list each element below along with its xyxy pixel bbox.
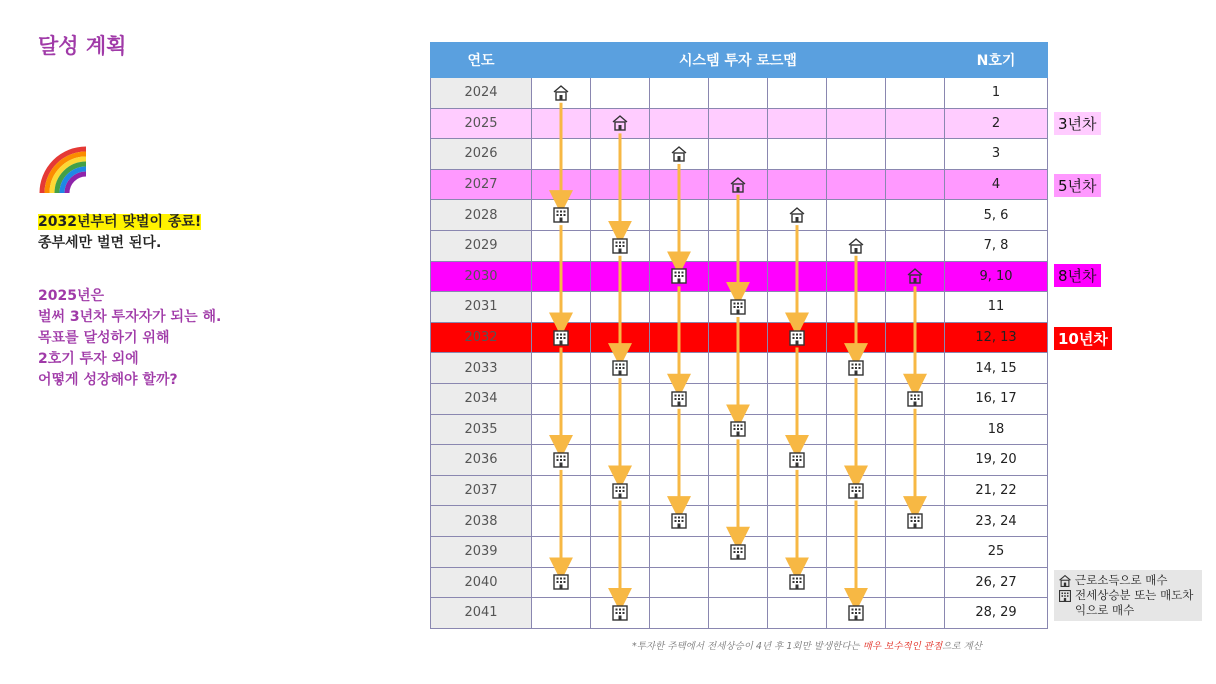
roadmap-cell xyxy=(709,567,768,598)
house-icon xyxy=(1058,574,1072,588)
headline xyxy=(38,212,201,254)
roadmap-cell xyxy=(591,169,650,200)
building-icon xyxy=(788,329,806,347)
table-row xyxy=(431,139,1048,170)
n-cell: 16, 17 xyxy=(945,383,1048,414)
roadmap-table xyxy=(430,42,1048,629)
roadmap-cell xyxy=(591,475,650,506)
roadmap-cell xyxy=(768,261,827,292)
roadmap-cell xyxy=(650,139,709,170)
roadmap-cell xyxy=(650,261,709,292)
year-cell: 2035 xyxy=(431,414,532,445)
roadmap-cell xyxy=(886,414,945,445)
house-icon xyxy=(847,237,865,255)
roadmap-cell xyxy=(827,108,886,139)
year-cell: 2032 xyxy=(431,322,532,353)
building-icon xyxy=(670,512,688,530)
legend-house xyxy=(1058,573,1198,588)
roadmap-cell xyxy=(886,261,945,292)
table-row xyxy=(431,261,1048,292)
year-cell: 2028 xyxy=(431,200,532,231)
roadmap-cell xyxy=(591,230,650,261)
year-cell: 2041 xyxy=(431,598,532,629)
roadmap-cell xyxy=(709,139,768,170)
roadmap-cell xyxy=(591,506,650,537)
roadmap-cell xyxy=(709,353,768,384)
legend xyxy=(1054,570,1202,621)
roadmap-cell xyxy=(886,445,945,476)
building-icon xyxy=(788,573,806,591)
building-icon xyxy=(670,390,688,408)
page-title: 달성 계획 xyxy=(38,34,127,58)
roadmap-cell xyxy=(591,292,650,323)
roadmap-cell xyxy=(886,230,945,261)
tag-10th-year: 10년차 xyxy=(1054,327,1112,350)
table-row xyxy=(431,200,1048,231)
roadmap-cell xyxy=(768,322,827,353)
table-row xyxy=(431,445,1048,476)
table-row xyxy=(431,536,1048,567)
roadmap-cell xyxy=(709,598,768,629)
n-cell: 5, 6 xyxy=(945,200,1048,231)
roadmap-cell xyxy=(591,445,650,476)
n-cell: 25 xyxy=(945,536,1048,567)
roadmap-cell xyxy=(827,322,886,353)
building-icon xyxy=(670,267,688,285)
table-row xyxy=(431,169,1048,200)
roadmap-cell xyxy=(827,292,886,323)
year-cell: 2025 xyxy=(431,108,532,139)
building-icon xyxy=(847,604,865,622)
roadmap-cell xyxy=(532,78,591,109)
building-icon xyxy=(729,420,747,438)
footnote-b: 으로 계산 xyxy=(942,641,982,652)
roadmap-cell xyxy=(532,445,591,476)
n-cell: 4 xyxy=(945,169,1048,200)
roadmap-cell xyxy=(532,108,591,139)
building-icon xyxy=(552,206,570,224)
building-icon xyxy=(729,298,747,316)
roadmap-cell xyxy=(886,353,945,384)
roadmap-cell xyxy=(886,475,945,506)
roadmap-cell xyxy=(532,322,591,353)
roadmap-cell xyxy=(886,78,945,109)
roadmap-cell xyxy=(709,78,768,109)
year-cell: 2033 xyxy=(431,353,532,384)
table-row xyxy=(431,108,1048,139)
roadmap-cell xyxy=(532,169,591,200)
roadmap-cell xyxy=(650,353,709,384)
roadmap-cell xyxy=(650,383,709,414)
roadmap-cell xyxy=(886,108,945,139)
roadmap-cell xyxy=(709,475,768,506)
roadmap-cell xyxy=(709,108,768,139)
roadmap-cell xyxy=(827,78,886,109)
house-icon xyxy=(670,145,688,163)
roadmap-cell xyxy=(650,108,709,139)
n-cell: 2 xyxy=(945,108,1048,139)
year-cell: 2029 xyxy=(431,230,532,261)
year-cell: 2030 xyxy=(431,261,532,292)
roadmap-cell xyxy=(827,353,886,384)
roadmap-cell xyxy=(827,261,886,292)
year-cell: 2026 xyxy=(431,139,532,170)
roadmap-cell xyxy=(768,78,827,109)
table-row xyxy=(431,475,1048,506)
question-text: 2025년은 벌써 3년차 투자자가 되는 해. 목표를 달성하기 위해 2호기 투자 외에 어떻게 성장해야 할까? xyxy=(38,288,222,388)
building-icon xyxy=(552,573,570,591)
roadmap-cell xyxy=(886,598,945,629)
house-icon xyxy=(906,267,924,285)
roadmap-cell xyxy=(709,536,768,567)
tag-3rd-year: 3년차 xyxy=(1054,112,1101,135)
roadmap-cell xyxy=(650,322,709,353)
n-cell: 21, 22 xyxy=(945,475,1048,506)
n-cell: 23, 24 xyxy=(945,506,1048,537)
headline-rest: 종부세만 벌면 된다. xyxy=(38,235,162,251)
roadmap-cell xyxy=(591,322,650,353)
table-row xyxy=(431,353,1048,384)
roadmap-cell xyxy=(827,567,886,598)
header-n: N호기 xyxy=(945,43,1048,78)
roadmap-cell xyxy=(650,230,709,261)
building-icon xyxy=(847,359,865,377)
house-icon xyxy=(611,114,629,132)
roadmap-cell xyxy=(650,78,709,109)
roadmap-cell xyxy=(768,383,827,414)
table-row xyxy=(431,567,1048,598)
year-cell: 2036 xyxy=(431,445,532,476)
table-row xyxy=(431,414,1048,445)
building-icon xyxy=(1058,589,1072,603)
header-year: 연도 xyxy=(431,43,532,78)
roadmap-cell xyxy=(532,230,591,261)
year-cell: 2037 xyxy=(431,475,532,506)
roadmap-cell xyxy=(768,536,827,567)
roadmap-cell xyxy=(591,567,650,598)
n-cell: 12, 13 xyxy=(945,322,1048,353)
roadmap-cell xyxy=(768,506,827,537)
n-cell: 14, 15 xyxy=(945,353,1048,384)
building-icon xyxy=(788,451,806,469)
roadmap-cell xyxy=(886,567,945,598)
n-cell: 18 xyxy=(945,414,1048,445)
roadmap-cell xyxy=(650,536,709,567)
roadmap-cell xyxy=(886,506,945,537)
n-cell: 26, 27 xyxy=(945,567,1048,598)
building-icon xyxy=(906,390,924,408)
table-row xyxy=(431,230,1048,261)
roadmap-cell xyxy=(591,536,650,567)
roadmap-cell xyxy=(768,139,827,170)
roadmap-cell xyxy=(768,108,827,139)
header-roadmap: 시스템 투자 로드맵 xyxy=(532,43,945,78)
roadmap-cell xyxy=(768,353,827,384)
building-icon xyxy=(611,604,629,622)
year-cell: 2040 xyxy=(431,567,532,598)
roadmap-cell xyxy=(886,536,945,567)
roadmap-cell xyxy=(591,200,650,231)
roadmap-cell xyxy=(532,383,591,414)
n-cell: 7, 8 xyxy=(945,230,1048,261)
roadmap-cell xyxy=(591,383,650,414)
n-cell: 28, 29 xyxy=(945,598,1048,629)
roadmap-cell xyxy=(886,322,945,353)
house-icon xyxy=(729,176,747,194)
building-icon xyxy=(552,451,570,469)
roadmap-cell xyxy=(709,200,768,231)
n-cell: 11 xyxy=(945,292,1048,323)
roadmap-cell xyxy=(591,414,650,445)
legend-house-label: 근로소득으로 매수 xyxy=(1075,573,1168,587)
roadmap-cell xyxy=(827,506,886,537)
n-cell: 3 xyxy=(945,139,1048,170)
roadmap-cell xyxy=(591,353,650,384)
roadmap-cell xyxy=(709,383,768,414)
roadmap-cell xyxy=(768,567,827,598)
tag-5th-year: 5년차 xyxy=(1054,174,1101,197)
roadmap-cell xyxy=(886,169,945,200)
building-icon xyxy=(906,512,924,530)
roadmap-cell xyxy=(650,567,709,598)
roadmap-cell xyxy=(768,598,827,629)
n-cell: 19, 20 xyxy=(945,445,1048,476)
building-icon xyxy=(611,359,629,377)
roadmap-cell xyxy=(591,261,650,292)
tag-8th-year: 8년차 xyxy=(1054,264,1101,287)
roadmap-cell xyxy=(532,292,591,323)
roadmap-cell xyxy=(532,506,591,537)
year-cell: 2027 xyxy=(431,169,532,200)
roadmap-cell xyxy=(650,506,709,537)
roadmap-cell xyxy=(709,414,768,445)
roadmap-cell xyxy=(532,139,591,170)
roadmap-cell xyxy=(827,383,886,414)
roadmap-cell xyxy=(827,536,886,567)
roadmap-cell xyxy=(532,200,591,231)
building-icon xyxy=(552,329,570,347)
table-row xyxy=(431,322,1048,353)
legend-building xyxy=(1058,588,1198,618)
roadmap-cell xyxy=(827,230,886,261)
roadmap-cell xyxy=(709,230,768,261)
roadmap-cell xyxy=(532,598,591,629)
roadmap-cell xyxy=(827,598,886,629)
rainbow-icon xyxy=(38,145,90,197)
year-cell: 2031 xyxy=(431,292,532,323)
roadmap-cell xyxy=(827,475,886,506)
roadmap-cell xyxy=(709,322,768,353)
roadmap-cell xyxy=(768,414,827,445)
roadmap-cell xyxy=(768,475,827,506)
roadmap-cell xyxy=(827,200,886,231)
roadmap-cell xyxy=(532,475,591,506)
roadmap-cell xyxy=(591,78,650,109)
roadmap-cell xyxy=(827,139,886,170)
house-icon xyxy=(788,206,806,224)
roadmap-cell xyxy=(886,292,945,323)
year-cell: 2038 xyxy=(431,506,532,537)
roadmap-cell xyxy=(650,414,709,445)
legend-building-label: 전세상승분 또는 매도차익으로 매수 xyxy=(1075,588,1194,617)
roadmap-cell xyxy=(591,108,650,139)
house-icon xyxy=(552,84,570,102)
roadmap-cell xyxy=(650,475,709,506)
footnote-a: *투자한 주택에서 전세상승이 4년 후 1회만 발생한다는 xyxy=(632,641,863,652)
roadmap-cell xyxy=(709,261,768,292)
table-row xyxy=(431,598,1048,629)
year-cell: 2024 xyxy=(431,78,532,109)
roadmap-cell xyxy=(886,139,945,170)
table-row xyxy=(431,292,1048,323)
building-icon xyxy=(611,237,629,255)
roadmap-cell xyxy=(532,353,591,384)
building-icon xyxy=(729,543,747,561)
roadmap-cell xyxy=(650,169,709,200)
year-cell: 2034 xyxy=(431,383,532,414)
roadmap-cell xyxy=(709,169,768,200)
roadmap-cell xyxy=(886,383,945,414)
footnote xyxy=(632,638,982,652)
building-icon xyxy=(847,482,865,500)
roadmap-cell xyxy=(532,567,591,598)
roadmap-cell xyxy=(709,506,768,537)
footnote-red: 매우 보수적인 관점 xyxy=(862,641,943,652)
roadmap-cell xyxy=(532,414,591,445)
roadmap-cell xyxy=(768,445,827,476)
roadmap-cell xyxy=(768,230,827,261)
roadmap-cell xyxy=(827,169,886,200)
roadmap-cell xyxy=(768,200,827,231)
n-cell: 1 xyxy=(945,78,1048,109)
roadmap-cell xyxy=(650,200,709,231)
roadmap-cell xyxy=(768,292,827,323)
roadmap-cell xyxy=(709,292,768,323)
n-cell: 9, 10 xyxy=(945,261,1048,292)
headline-highlight: 2032년부터 맞벌이 종료! xyxy=(38,214,202,230)
roadmap-cell xyxy=(886,200,945,231)
roadmap-cell xyxy=(591,598,650,629)
roadmap-cell xyxy=(768,169,827,200)
roadmap-cell xyxy=(650,598,709,629)
roadmap-cell xyxy=(532,536,591,567)
year-cell: 2039 xyxy=(431,536,532,567)
table-row xyxy=(431,383,1048,414)
roadmap-cell xyxy=(827,445,886,476)
building-icon xyxy=(611,482,629,500)
table-row xyxy=(431,78,1048,109)
roadmap-cell xyxy=(650,292,709,323)
roadmap-cell xyxy=(827,414,886,445)
roadmap-cell xyxy=(650,445,709,476)
table-row xyxy=(431,506,1048,537)
roadmap-cell xyxy=(591,139,650,170)
roadmap-cell xyxy=(532,261,591,292)
roadmap-cell xyxy=(709,445,768,476)
